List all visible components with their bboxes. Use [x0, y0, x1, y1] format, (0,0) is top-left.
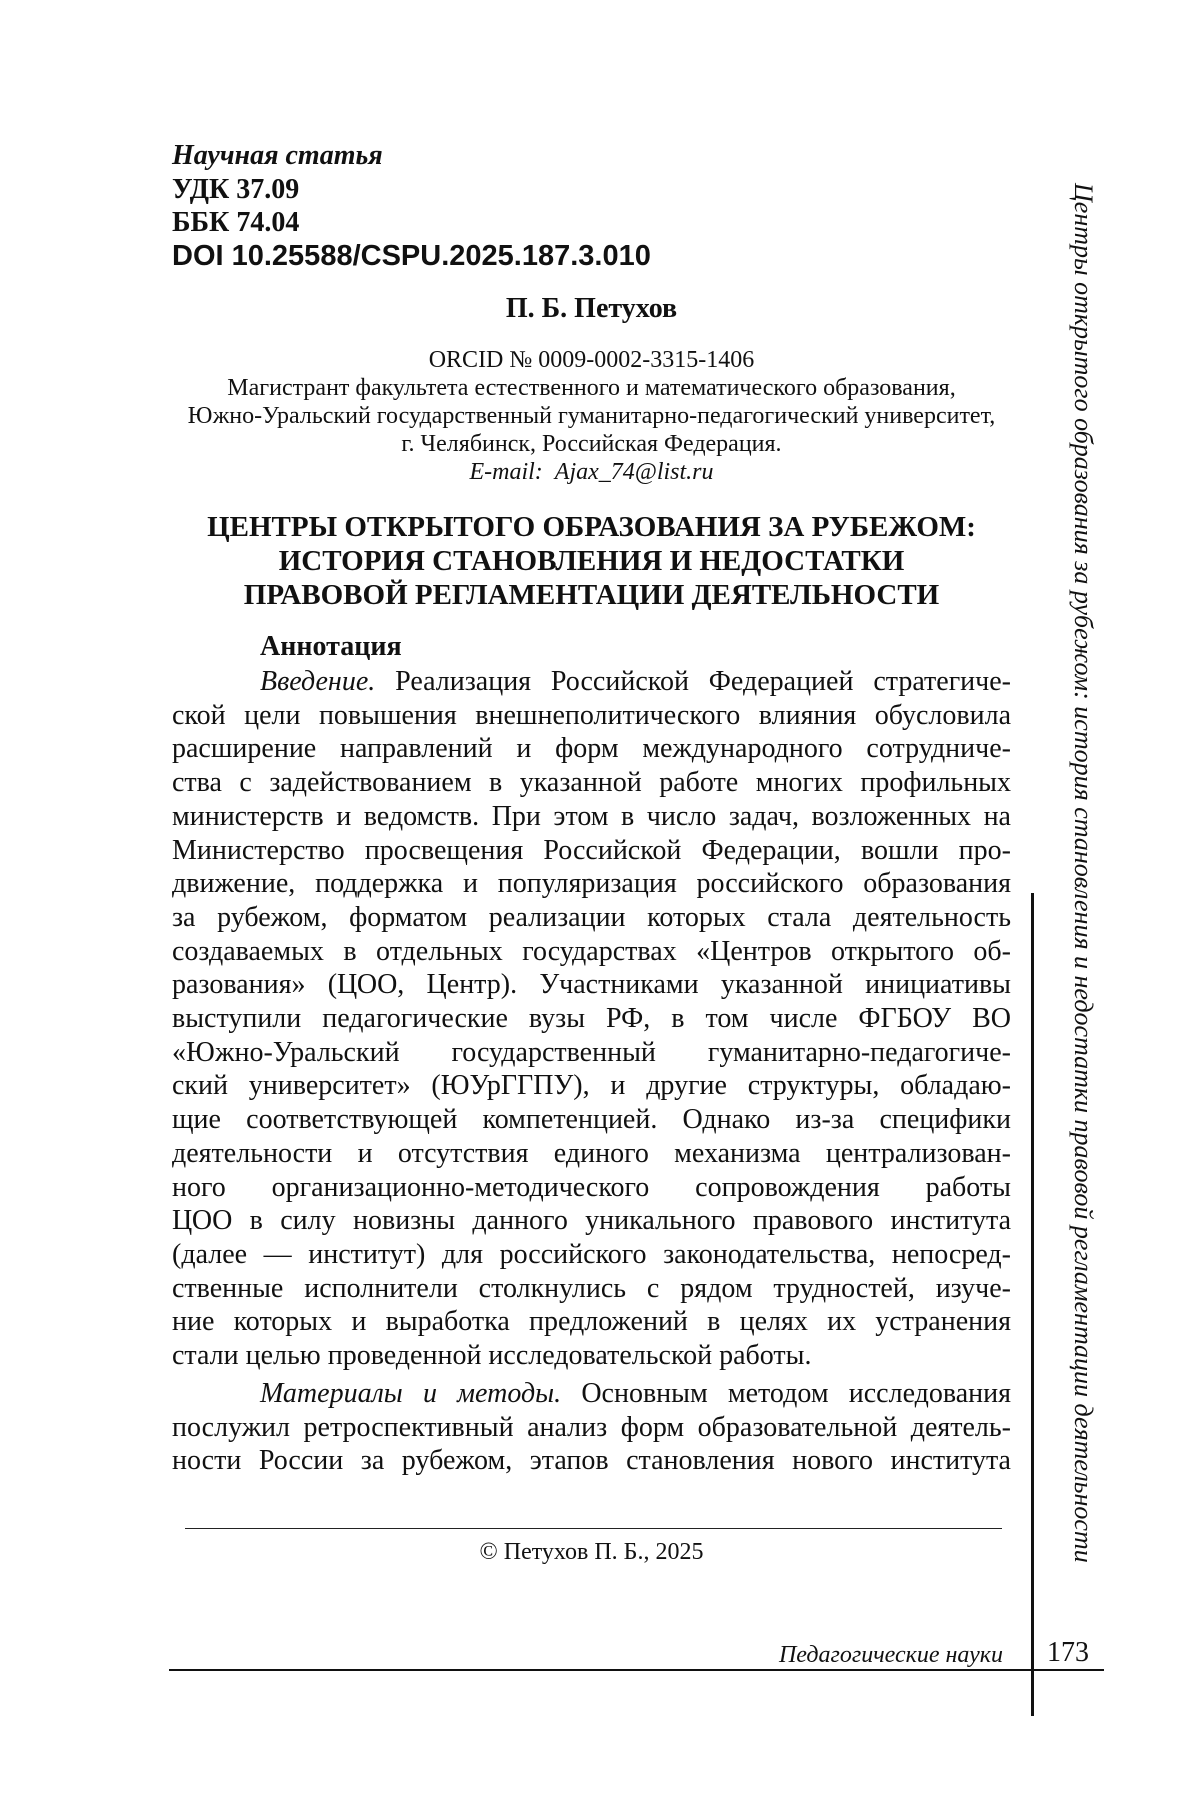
- annotation-line: за рубежом, форматом реализации которых стала деятельность: [172, 901, 1011, 935]
- orcid: ORCID № 0009-0002-3315-1406: [172, 346, 1011, 374]
- doi: DOI 10.25588/CSPU.2025.187.3.010: [172, 240, 651, 274]
- author-affiliation: [172, 346, 1011, 486]
- annotation-line: «Южно-Уральский государственный гуманитарно-педагогиче-: [172, 1036, 1011, 1070]
- annotation-line-text: Основным методом исследования: [581, 1378, 1011, 1409]
- annotation-line: расширение направлений и форм международного сотрудниче-: [172, 732, 1011, 766]
- annotation-materials-methods: [172, 1377, 1011, 1478]
- annotation-line: деятельности и отсутствия единого механизма централизован-: [172, 1137, 1011, 1171]
- udk-code: УДК 37.09: [172, 173, 651, 207]
- title-line: ПРАВОВОЙ РЕГЛАМЕНТАЦИИ ДЕЯТЕЛЬНОСТИ: [172, 578, 1011, 612]
- annotation-line: ства с задействованием в указанной работе многих профильных: [172, 766, 1011, 800]
- section-label-materials: Материалы и методы.: [260, 1378, 561, 1409]
- running-title: Центры открытого образования за рубежом: история становления и недостатки правовой регламентации деятельности: [1069, 183, 1097, 1563]
- annotation-line: выступили педагогические вузы РФ, в том числе ФГБОУ ВО: [172, 1002, 1011, 1036]
- email-label: E-mail:: [469, 459, 542, 485]
- affiliation-line: Южно-Уральский государственный гуманитарно-педагогический университет,: [172, 402, 1011, 430]
- footnote-separator: [185, 1528, 1002, 1529]
- article-page: [0, 0, 1200, 1798]
- page-number: 173: [1047, 1636, 1089, 1670]
- annotation-line: ЦОО в силу новизны данного уникального правового института: [172, 1204, 1011, 1238]
- annotation-introduction: [172, 665, 1011, 1373]
- annotation-line: ние которых и выработка предложений в целях их устранения: [172, 1305, 1011, 1339]
- title-line: ЦЕНТРЫ ОТКРЫТОГО ОБРАЗОВАНИЯ ЗА РУБЕЖОМ:: [172, 510, 1011, 544]
- annotation-line: разования» (ЦОО, Центр). Участниками указанной инициативы: [172, 968, 1011, 1002]
- annotation-line: движение, поддержка и популяризация российского образования: [172, 867, 1011, 901]
- annotation-line-text: Реализация Российской Федерацией стратегиче-: [395, 666, 1011, 697]
- annotation-line: ской цели повышения внешнеполитического влияния обусловила: [172, 699, 1011, 733]
- email-address: Ajax_74@list.ru: [555, 459, 714, 485]
- affiliation-line: Магистрант факультета естественного и математического образования,: [172, 374, 1011, 402]
- annotation-line: ности России за рубежом, этапов становления нового института: [172, 1444, 1011, 1478]
- email-line: [172, 458, 1011, 486]
- article-metadata: [172, 139, 651, 273]
- author-name: П. Б. Петухов: [172, 292, 1011, 326]
- affiliation-line: г. Челябинск, Российская Федерация.: [172, 430, 1011, 458]
- annotation-line: министерств и ведомств. При этом в число задач, возложенных на: [172, 800, 1011, 834]
- article-title: [172, 510, 1011, 612]
- title-line: ИСТОРИЯ СТАНОВЛЕНИЯ И НЕДОСТАТКИ: [172, 544, 1011, 578]
- margin-rule: [1031, 893, 1034, 1716]
- annotation-line: ский университет» (ЮУрГГПУ), и другие структуры, обладаю-: [172, 1069, 1011, 1103]
- annotation-line: создаваемых в отдельных государствах «Центров открытого об-: [172, 935, 1011, 969]
- annotation-line: стали целью проведенной исследовательской работы.: [172, 1339, 1011, 1373]
- copyright-notice: © Петухов П. Б., 2025: [172, 1538, 1011, 1566]
- annotation-line: щие соответствующей компетенцией. Однако из-за специфики: [172, 1103, 1011, 1137]
- annotation-line: [172, 665, 1011, 699]
- annotation-line: [172, 1377, 1011, 1411]
- section-label-introduction: Введение.: [260, 666, 375, 697]
- bbk-code: ББК 74.04: [172, 206, 651, 240]
- annotation-line: ственные исполнители столкнулись с рядом трудностей, изуче-: [172, 1272, 1011, 1306]
- article-type: Научная статья: [172, 139, 651, 173]
- footer-rule: [169, 1669, 1104, 1671]
- annotation-line: Министерство просвещения Российской Федерации, вошли про-: [172, 834, 1011, 868]
- annotation-heading: Аннотация: [260, 630, 402, 664]
- annotation-line: послужил ретроспективный анализ форм образовательной деятель-: [172, 1411, 1011, 1445]
- annotation-line: ного организационно-методического сопровождения работы: [172, 1171, 1011, 1205]
- annotation-line: (далее — институт) для российского законодательства, непосред-: [172, 1238, 1011, 1272]
- journal-section-label: Педагогические науки: [779, 1641, 1003, 1669]
